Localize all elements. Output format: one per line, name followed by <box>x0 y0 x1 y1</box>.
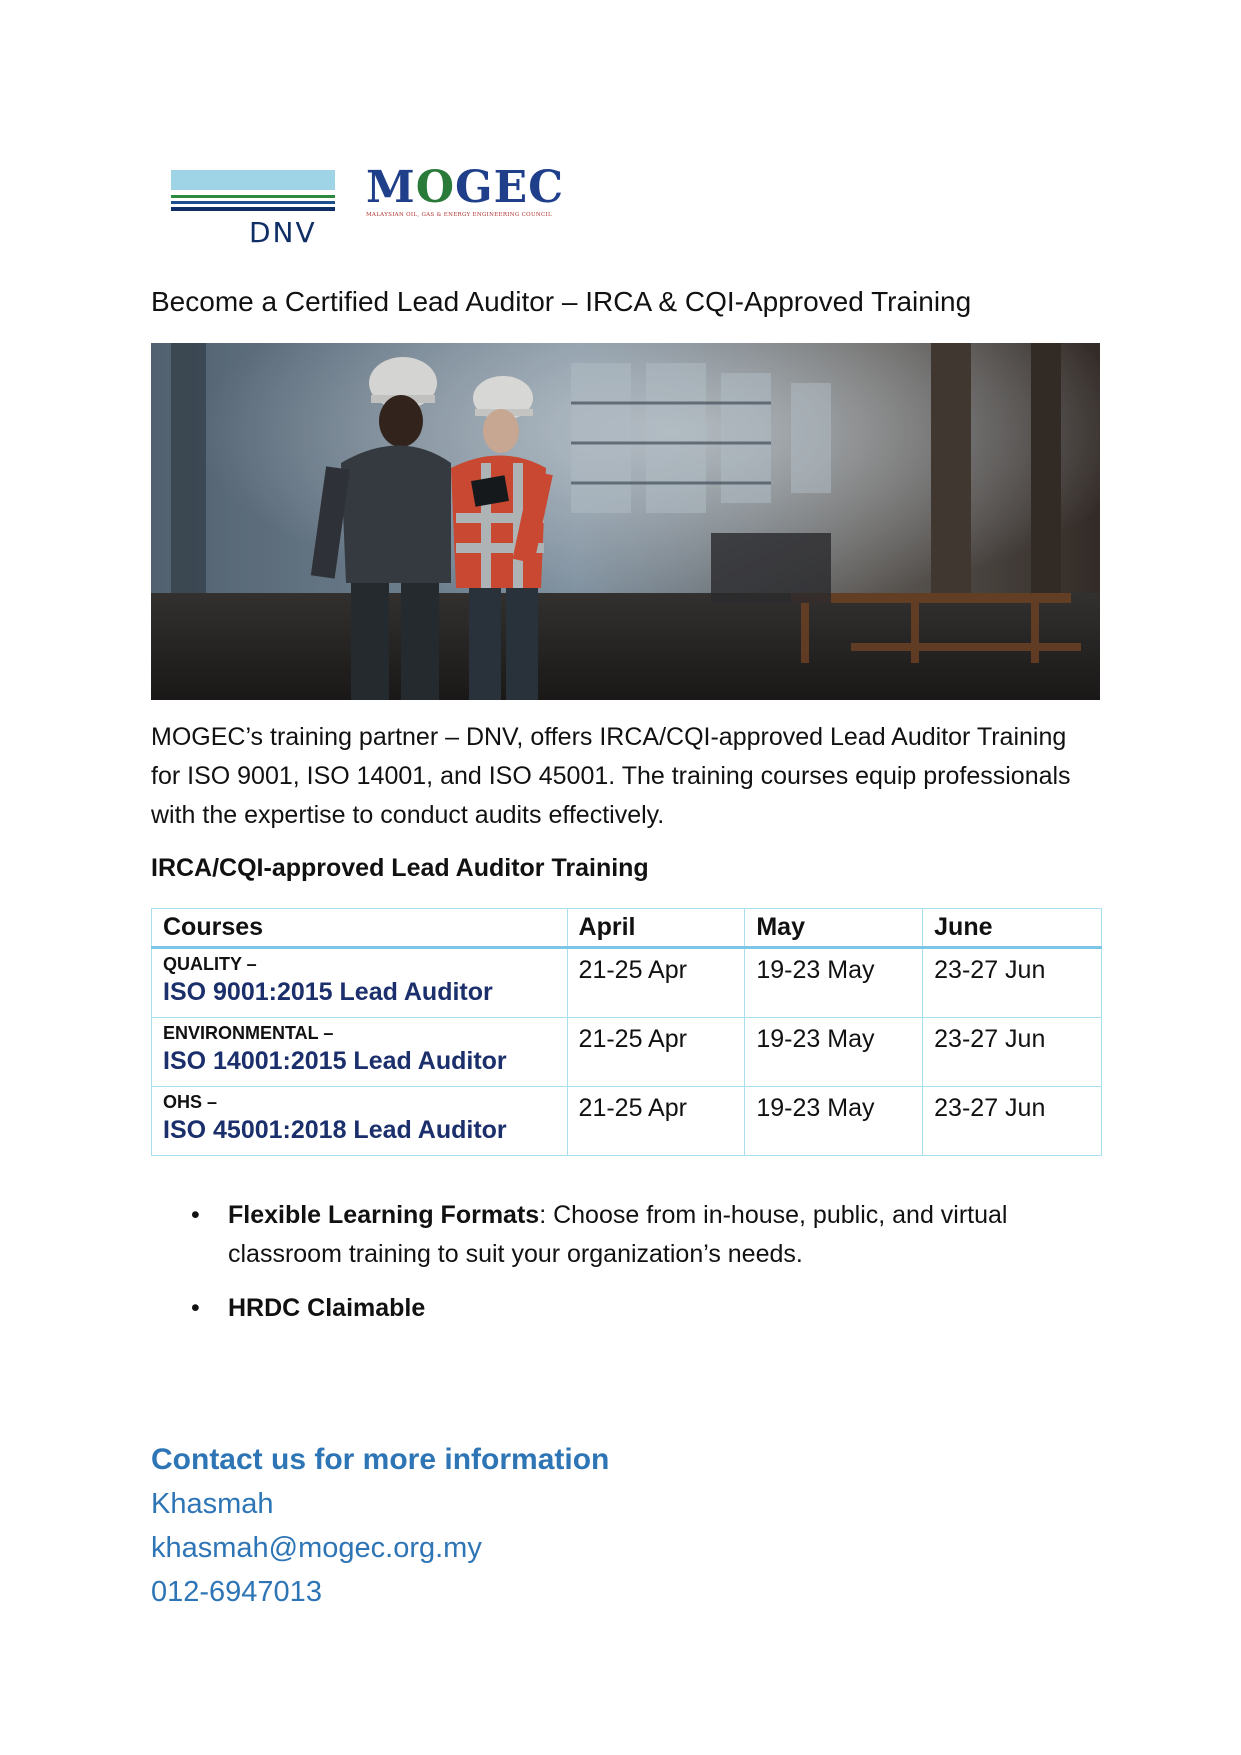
course-category: OHS – <box>163 1092 218 1112</box>
column-header-june: June <box>923 909 1102 948</box>
may-date: 19-23 May <box>745 948 923 1018</box>
training-schedule-table <box>151 908 1102 1156</box>
page-title: Become a Certified Lead Auditor – IRCA & CQI-Approved Training <box>151 286 972 317</box>
table-row <box>152 1018 1102 1087</box>
april-date: 21-25 Apr <box>567 948 745 1018</box>
list-item <box>181 1289 1081 1328</box>
column-header-courses: Courses <box>152 909 568 948</box>
course-category: ENVIRONMENTAL – <box>163 1023 334 1043</box>
dnv-logo-text: DNV <box>249 216 317 249</box>
course-name: ISO 9001:2015 Lead Auditor <box>163 978 493 1006</box>
june-date: 23-27 Jun <box>923 1087 1102 1156</box>
mogec-logo <box>366 162 566 226</box>
mogec-logo-text: MOGEC <box>366 162 565 213</box>
course-cell <box>152 948 568 1018</box>
feature-list <box>181 1196 1081 1343</box>
april-date: 21-25 Apr <box>567 1087 745 1156</box>
feature-title: HRDC Claimable <box>228 1294 426 1322</box>
column-header-may: May <box>745 909 923 948</box>
dnv-logo <box>171 170 335 249</box>
contact-heading: Contact us for more information <box>151 1443 610 1476</box>
table-row <box>152 948 1102 1018</box>
hero-image <box>151 343 1100 700</box>
feature-title: Flexible Learning Formats <box>228 1201 540 1229</box>
course-cell <box>152 1018 568 1087</box>
contact-block <box>151 1438 609 1614</box>
june-date: 23-27 Jun <box>923 948 1102 1018</box>
table-heading: IRCA/CQI-approved Lead Auditor Training <box>151 854 649 882</box>
feature-text: : Choose from in-house, public, and virtual classroom training to suit your organization’s needs. <box>228 1201 1008 1268</box>
course-name: ISO 14001:2015 Lead Auditor <box>163 1047 507 1075</box>
column-header-april: April <box>567 909 745 948</box>
contact-email-link[interactable]: khasmah@mogec.org.my <box>151 1532 482 1564</box>
intro-paragraph: MOGEC’s training partner – DNV, offers IRCA/CQI-approved Lead Auditor Training for ISO 9001, ISO 14001, and ISO 45001. The training courses equip professionals with the expertise to conduct audits effectively. <box>151 723 1071 829</box>
april-date: 21-25 Apr <box>567 1018 745 1087</box>
mogec-logo-tagline: MALAYSIAN OIL, GAS & ENERGY ENGINEERING COUNCIL <box>366 212 552 218</box>
contact-name: Khasmah <box>151 1488 274 1520</box>
june-date: 23-27 Jun <box>923 1018 1102 1087</box>
may-date: 19-23 May <box>745 1087 923 1156</box>
list-item <box>181 1196 1081 1274</box>
bullet-icon: • <box>191 1294 200 1322</box>
table-header-row <box>152 909 1102 948</box>
table-row <box>152 1087 1102 1156</box>
course-category: QUALITY – <box>163 954 257 974</box>
may-date: 19-23 May <box>745 1018 923 1087</box>
course-name: ISO 45001:2018 Lead Auditor <box>163 1116 507 1144</box>
course-cell <box>152 1087 568 1156</box>
bullet-icon: • <box>191 1201 200 1229</box>
contact-phone-link[interactable]: 012-6947013 <box>151 1576 322 1608</box>
